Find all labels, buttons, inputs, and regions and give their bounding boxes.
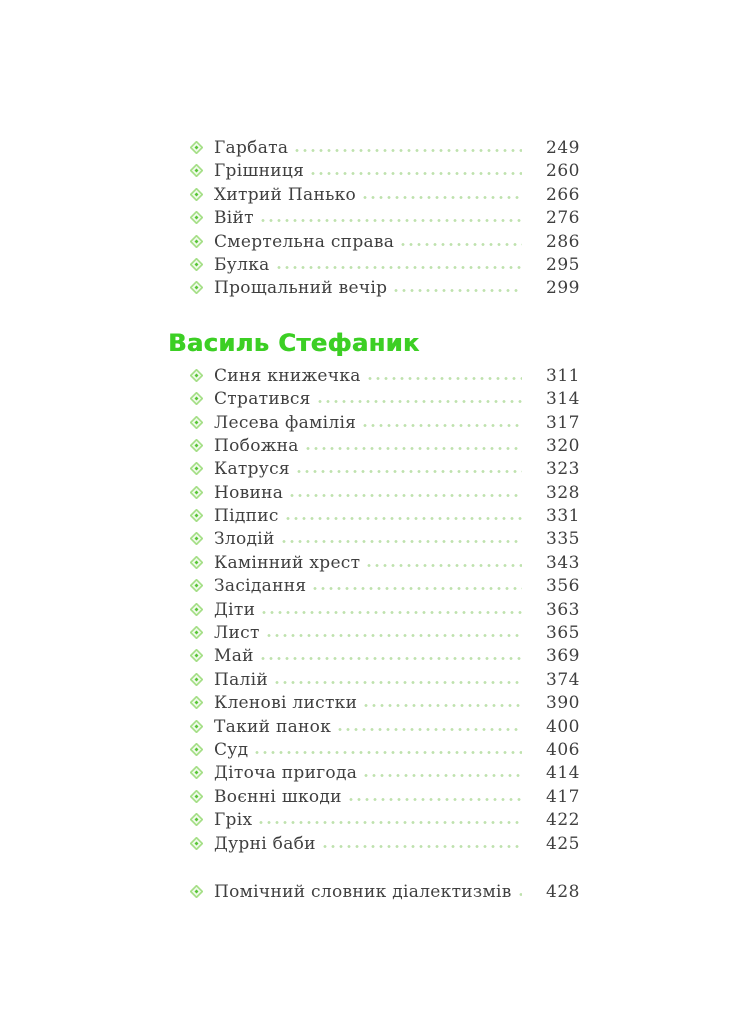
entry-page-number: 266 <box>546 184 580 205</box>
dotted-leader <box>306 446 522 451</box>
dotted-leader <box>290 493 522 498</box>
entry-title: Синя книжечка <box>214 365 361 386</box>
diamond-bullet-icon <box>190 392 203 405</box>
diamond-bullet-icon <box>190 188 203 201</box>
dotted-leader <box>367 563 522 568</box>
toc-content <box>168 0 580 904</box>
diamond-bullet-icon <box>190 743 203 756</box>
entry-title: Злодій <box>214 529 275 550</box>
diamond-bullet-icon <box>190 603 203 616</box>
dotted-leader <box>297 469 522 474</box>
entry-title: Підпис <box>214 506 279 527</box>
toc-entry[interactable] <box>190 277 580 300</box>
author-heading: Василь Стефаник <box>168 328 420 357</box>
toc-list-stefanyk <box>168 365 580 856</box>
entry-title: Суд <box>214 739 249 760</box>
toc-entry[interactable] <box>190 809 580 832</box>
toc-entry[interactable] <box>190 365 580 388</box>
diamond-bullet-icon <box>190 649 203 662</box>
entry-page-number: 317 <box>546 412 580 433</box>
toc-entry[interactable] <box>190 622 580 645</box>
toc-entry[interactable] <box>190 184 580 207</box>
entry-page-number: 406 <box>546 739 580 760</box>
dotted-leader <box>275 680 522 685</box>
toc-entry[interactable] <box>190 254 580 277</box>
entry-title: Кленові листки <box>214 693 358 714</box>
entry-page-number: 365 <box>546 623 580 644</box>
entry-title: Гарбата <box>214 138 289 158</box>
dotted-leader <box>368 376 522 381</box>
dotted-leader <box>262 610 522 615</box>
dotted-leader <box>267 633 522 638</box>
entry-page-number: 356 <box>546 576 580 597</box>
toc-entry[interactable] <box>190 762 580 785</box>
toc-entry[interactable] <box>190 528 580 551</box>
toc-entry[interactable] <box>190 505 580 528</box>
entry-page-number: 323 <box>546 459 580 480</box>
toc-entry[interactable] <box>190 881 580 904</box>
entry-page-number: 320 <box>546 435 580 456</box>
diamond-bullet-icon <box>190 579 203 592</box>
dotted-leader <box>401 242 522 247</box>
toc-entry[interactable] <box>190 207 580 230</box>
diamond-bullet-icon <box>190 720 203 733</box>
diamond-bullet-icon <box>190 439 203 452</box>
entry-page-number: 363 <box>546 599 580 620</box>
toc-entry[interactable] <box>190 231 580 254</box>
entry-page-number: 422 <box>546 810 580 831</box>
toc-entry[interactable] <box>190 645 580 668</box>
toc-entry[interactable] <box>190 160 580 183</box>
diamond-bullet-icon <box>190 532 203 545</box>
toc-entry[interactable] <box>190 716 580 739</box>
dotted-leader <box>282 539 522 544</box>
entry-page-number: 311 <box>546 365 580 386</box>
toc-entry[interactable] <box>190 575 580 598</box>
diamond-bullet-icon <box>190 369 203 382</box>
diamond-bullet-icon <box>190 258 203 271</box>
entry-title: Хитрий Панько <box>214 184 357 205</box>
diamond-bullet-icon <box>190 790 203 803</box>
diamond-bullet-icon <box>190 885 203 898</box>
diamond-bullet-icon <box>190 164 203 177</box>
entry-title: Лесева фамілія <box>214 412 357 433</box>
diamond-bullet-icon <box>190 813 203 826</box>
entry-title: Діточа пригода <box>214 763 358 784</box>
entry-page-number: 295 <box>546 254 580 275</box>
entry-page-number: 249 <box>546 138 580 158</box>
entry-title: Палій <box>214 669 269 690</box>
toc-entry[interactable] <box>190 435 580 458</box>
entry-page-number: 343 <box>546 552 580 573</box>
dotted-leader <box>363 423 522 428</box>
dotted-leader <box>261 656 522 661</box>
dotted-leader <box>363 195 522 200</box>
entry-page-number: 425 <box>546 833 580 854</box>
dotted-leader <box>277 265 522 270</box>
entry-title: Воєнні шкоди <box>214 786 342 807</box>
entry-page-number: 276 <box>546 208 580 229</box>
diamond-bullet-icon <box>190 673 203 686</box>
toc-entry[interactable] <box>190 786 580 809</box>
entry-page-number: 428 <box>546 881 580 902</box>
dotted-leader <box>259 820 522 825</box>
diamond-bullet-icon <box>190 416 203 429</box>
diamond-bullet-icon <box>190 696 203 709</box>
entry-title: Смертельна справа <box>214 231 395 252</box>
diamond-bullet-icon <box>190 837 203 850</box>
entry-title: Стратився <box>214 389 311 410</box>
dotted-leader <box>364 703 522 708</box>
entry-title: Війт <box>214 208 254 229</box>
entry-page-number: 390 <box>546 693 580 714</box>
dotted-leader <box>338 727 522 732</box>
dotted-leader <box>519 892 522 897</box>
diamond-bullet-icon <box>190 556 203 569</box>
diamond-bullet-icon <box>190 626 203 639</box>
diamond-bullet-icon <box>190 766 203 779</box>
entry-title: Булка <box>214 254 270 275</box>
dotted-leader <box>295 148 522 153</box>
toc-list-previous-author <box>168 137 580 301</box>
entry-title: Помічний словник діалектизмів <box>214 881 512 902</box>
toc-entry[interactable] <box>190 412 580 435</box>
toc-entry[interactable] <box>190 388 580 411</box>
entry-page-number: 335 <box>546 529 580 550</box>
diamond-bullet-icon <box>190 141 203 154</box>
dotted-leader <box>318 399 522 404</box>
toc-entry[interactable] <box>190 692 580 715</box>
entry-title: Такий панок <box>214 716 332 737</box>
entry-title: Новина <box>214 482 284 503</box>
entry-title: Май <box>214 646 254 667</box>
diamond-bullet-icon <box>190 462 203 475</box>
entry-page-number: 374 <box>546 669 580 690</box>
entry-page-number: 400 <box>546 716 580 737</box>
toc-entry[interactable] <box>190 669 580 692</box>
entry-page-number: 328 <box>546 482 580 503</box>
entry-title: Засідання <box>214 576 307 597</box>
dotted-leader <box>255 750 522 755</box>
toc-list-appendix <box>168 881 580 904</box>
entry-page-number: 417 <box>546 786 580 807</box>
diamond-bullet-icon <box>190 281 203 294</box>
entry-title: Катруся <box>214 459 290 480</box>
entry-page-number: 286 <box>546 231 580 252</box>
entry-page-number: 314 <box>546 389 580 410</box>
diamond-bullet-icon <box>190 211 203 224</box>
toc-entry[interactable] <box>190 458 580 481</box>
entry-title: Діти <box>214 599 256 620</box>
entry-page-number: 369 <box>546 646 580 667</box>
diamond-bullet-icon <box>190 509 203 522</box>
entry-title: Прощальний вечір <box>214 278 388 299</box>
dotted-leader <box>394 288 522 293</box>
entry-page-number: 260 <box>546 161 580 182</box>
dotted-leader <box>311 171 522 176</box>
entry-title: Лист <box>214 623 260 644</box>
dotted-leader <box>364 773 522 778</box>
entry-title: Побожна <box>214 435 299 456</box>
toc-entry[interactable] <box>190 739 580 762</box>
entry-title: Грішниця <box>214 161 305 182</box>
entry-title: Камінний хрест <box>214 552 361 573</box>
diamond-bullet-icon <box>190 486 203 499</box>
dotted-leader <box>313 586 522 591</box>
entry-page-number: 299 <box>546 278 580 299</box>
toc-entry[interactable] <box>190 482 580 505</box>
entry-page-number: 331 <box>546 506 580 527</box>
diamond-bullet-icon <box>190 235 203 248</box>
dotted-leader <box>286 516 522 521</box>
entry-title: Гріх <box>214 810 253 831</box>
dotted-leader <box>323 844 522 849</box>
dotted-leader <box>349 797 522 802</box>
toc-entry[interactable] <box>190 552 580 575</box>
entry-title: Дурні баби <box>214 833 316 854</box>
dotted-leader <box>261 218 522 223</box>
toc-entry[interactable] <box>190 599 580 622</box>
toc-entry[interactable] <box>190 137 580 160</box>
entry-page-number: 414 <box>546 763 580 784</box>
toc-entry[interactable] <box>190 833 580 856</box>
